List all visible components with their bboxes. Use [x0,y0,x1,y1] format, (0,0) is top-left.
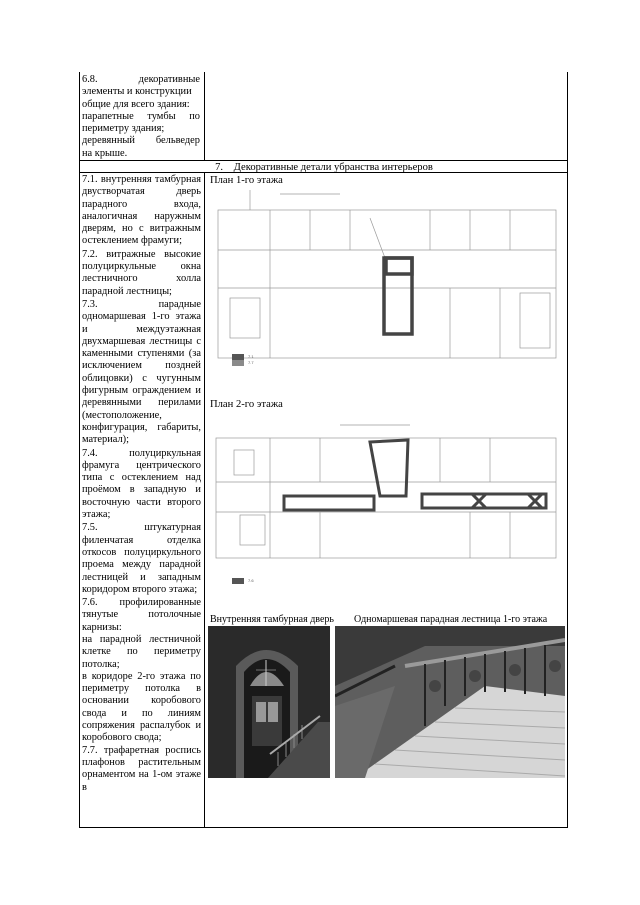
list-item: 7.2. витражные высокие полуциркульные окна лестничного холла парадной лестницы; [82,248,201,297]
text-line: 6.8. декоративные [82,74,200,85]
section-title: Декоративные детали убранства интерьеров [233,162,433,173]
text-line: парапетные тумбы по [82,110,200,122]
legend-label: 7.6 [248,578,254,584]
photo-main-staircase [335,626,565,778]
table-border-left [79,72,80,828]
photo-vestibule-door [208,626,330,778]
list-item: 7.3. парадные одномаршевая 1-го этажа и междуэтажная двухмаршевая лестницы с каменными ступенями (за исключением поздней облицовки) с чугунным фигурным ограждением и деревянными перилами (местоположение, конфигурация, габариты, материал); [82,298,201,446]
list-item: 7.7. трафаретная роспись плафонов растительным орнаментом на 1-ом этаже в [82,744,201,793]
table-column-divider-lower [204,172,205,828]
plan-1-legend [232,354,254,366]
table-column-divider [204,72,205,160]
list-item: на парадной лестничной клетке по периметру потолка; [82,633,201,670]
section-heading [80,162,568,173]
text-line: элементы и конструкции [82,86,192,98]
plan-2-title: План 2-го этажа [210,399,283,410]
text-line: периметру здания; [82,123,165,135]
floor-plan-2 [210,420,562,570]
items-column [82,174,201,794]
text-line: деревянный бельведер [82,135,200,147]
plan-1-title: План 1-го этажа [210,175,283,186]
table-border-right [567,72,568,828]
photo-left-caption: Внутренняя тамбурная дверь [210,614,334,625]
legend-label: 7.1 [248,354,254,360]
list-item: 7.6. профилированные тянутые потолочные карнизы: [82,597,201,633]
list-item: в коридоре 2-го этажа по периметру потолка в основании коробового свода и по линиям сопряжения распалубок и коробового свода; [82,670,201,744]
plan-2-legend [232,578,254,584]
floor-plan-1 [210,188,562,368]
legend-label: 7.7 [248,360,254,366]
text-line: на крыше. [82,147,128,159]
list-item: 7.5. штукатурная филенчатая отделка откосов полуциркульного проема между парадной лестницей и западным коридором второго этажа; [82,522,201,595]
section-top-border [79,160,568,161]
item-6-8-block [82,74,200,160]
photo-right-caption: Одномаршевая парадная лестница 1-го этажа [354,614,548,625]
list-item: 7.1. внутренняя тамбурная двустворчатая дверь парадного входа, аналогичная наружным дверям, но с витражным остеклением фрамуги; [82,174,201,247]
table-bottom-border [79,827,568,828]
list-item: 7.4. полуциркульная фрамуга центрического типа с остеклением над проёмом в западную и восточную части второго этажа; [82,447,201,521]
section-number: 7. [215,162,224,173]
text-line: общие для всего здания: [82,98,190,110]
